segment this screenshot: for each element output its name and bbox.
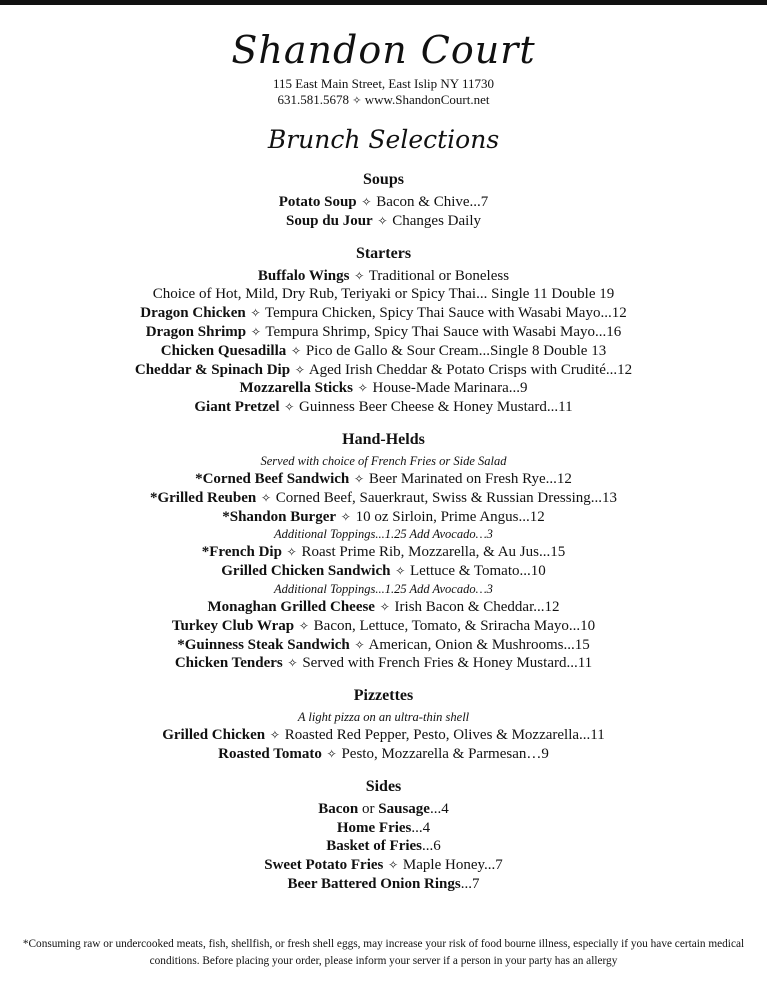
soups-section [0, 169, 767, 231]
item-desc: Irish Bacon & Cheddar...12 [394, 598, 560, 615]
separator-icon: ✧ [298, 618, 309, 633]
separator-icon: ✧ [291, 343, 302, 358]
separator-icon: ✧ [269, 728, 280, 743]
item-desc: Pesto, Mozzarella & Parmesan…9 [341, 745, 549, 762]
contact-line [0, 92, 767, 109]
item-name: Grilled Chicken Sandwich [221, 563, 391, 580]
item-name: *French Dip [201, 544, 282, 561]
separator-icon: ✧ [250, 306, 261, 321]
item-desc: Changes Daily [392, 212, 481, 229]
item-price: ...7 [460, 875, 480, 892]
menu-item [0, 837, 767, 856]
item-desc: Aged Irish Cheddar & Potato Crisps with Crudité...12 [308, 361, 633, 378]
separator-icon: ✧ [287, 656, 298, 671]
menu-item [0, 745, 767, 764]
menu-item [0, 875, 767, 894]
item-name: Home Fries [336, 819, 412, 836]
section-note: Served with choice of French Fries or Side Salad [260, 453, 507, 468]
item-name: Dragon Shrimp [145, 323, 247, 340]
menu-item [0, 726, 767, 745]
item-desc: American, Onion & Mushrooms...15 [368, 636, 590, 653]
allergy-disclaimer [20, 936, 747, 970]
menu-item [0, 304, 767, 323]
separator-icon: ✧ [284, 400, 295, 415]
section-note: A light pizza on an ultra-thin shell [297, 710, 470, 725]
menu-item [0, 342, 767, 361]
item-desc: Beer Marinated on Fresh Rye...12 [368, 470, 572, 487]
separator-icon: ✧ [286, 545, 297, 560]
menu-item [0, 267, 767, 286]
item-desc: Bacon & Chive...7 [376, 194, 489, 210]
item-name: Roasted Tomato [218, 745, 322, 762]
menu-item [0, 856, 767, 875]
item-name: Bacon [318, 800, 359, 817]
wings-options: Choice of Hot, Mild, Dry Rub, Teriyaki or Spicy Thai... Single 11 Double 19 [152, 286, 615, 303]
item-name: *Corned Beef Sandwich [195, 470, 350, 487]
menu-item [0, 543, 767, 562]
restaurant-name: Shandon Court [231, 28, 536, 72]
item-name: Basket of Fries [326, 838, 423, 855]
section-title: Hand-Helds [342, 430, 425, 448]
item-desc: Pico de Gallo & Sour Cream...Single 8 Double 13 [305, 342, 607, 359]
item-price: ...4 [429, 800, 449, 817]
menu-item [0, 212, 767, 231]
item-name: Grilled Chicken [162, 727, 266, 744]
item-price: ...4 [411, 819, 431, 836]
item-name: Dragon Chicken [140, 305, 246, 322]
top-border [0, 0, 767, 5]
item-name: *Guinness Steak Sandwich [177, 636, 350, 653]
separator-icon: ✧ [354, 471, 365, 486]
item-name: *Shandon Burger [222, 508, 337, 525]
separator-icon: ✧ [260, 490, 272, 505]
separator-icon: ✧ [377, 213, 388, 228]
toppings-note: Additional Toppings...1.25 Add Avocado…3 [274, 581, 493, 596]
separator-icon: ✧ [361, 195, 372, 209]
item-desc: Roasted Red Pepper, Pesto, Olives & Mozzarella...11 [284, 727, 605, 744]
handhelds-section [0, 429, 767, 673]
separator-icon: ✧ [395, 564, 406, 579]
separator-icon: ✧ [354, 637, 365, 652]
menu-item [0, 470, 767, 489]
menu-item [0, 508, 767, 527]
section-title: Sides [365, 777, 402, 795]
item-desc: Roast Prime Rib, Mozzarella, & Au Jus...15 [301, 544, 566, 561]
menu-item [0, 323, 767, 342]
section-title: Pizzettes [353, 687, 414, 705]
item-name: Buffalo Wings [257, 267, 350, 284]
section-title: Starters [355, 244, 412, 262]
item-name: Sausage [378, 800, 430, 817]
separator-icon: ✧ [388, 858, 399, 873]
item-desc: Tempura Chicken, Spicy Thai Sauce with Wasabi Mayo...12 [265, 305, 627, 322]
item-name: Cheddar & Spinach Dip [134, 361, 291, 378]
menu-subtitle: Brunch Selections [267, 125, 500, 154]
menu-item [0, 800, 767, 819]
item-name: Sweet Potato Fries [264, 857, 384, 874]
item-name: Chicken Tenders [174, 655, 283, 672]
item-price: ...6 [422, 838, 441, 855]
menu-page [0, 20, 767, 894]
item-name: Turkey Club Wrap [171, 617, 295, 634]
item-name: Mozzarella Sticks [239, 380, 353, 397]
menu-item [0, 361, 767, 380]
item-name: Soup du Jour [285, 212, 373, 229]
menu-item [0, 489, 767, 508]
item-name: *Grilled Reuben [149, 489, 257, 506]
item-desc: Served with French Fries & Honey Mustard...11 [302, 655, 593, 672]
menu-item [0, 819, 767, 838]
menu-item [0, 598, 767, 617]
disclaimer-line: conditions. Before placing your order, please inform your server if a person in your party has an allergy [149, 955, 618, 967]
separator-icon: ✧ [326, 746, 337, 761]
item-desc: Lettuce & Tomato...10 [410, 563, 546, 580]
pizzettes-section [0, 685, 767, 764]
item-name: Chicken Quesadilla [160, 342, 287, 359]
item-name: Beer Battered Onion Rings [287, 875, 461, 892]
item-conj: or [362, 800, 375, 817]
item-desc: Maple Honey...7 [402, 857, 503, 874]
item-desc: Tempura Shrimp, Spicy Thai Sauce with Wasabi Mayo...16 [265, 323, 622, 340]
toppings-note: Additional Toppings...1.25 Add Avocado…3 [274, 527, 493, 542]
separator-icon: ✧ [294, 362, 305, 377]
disclaimer-line: *Consuming raw or undercooked meats, fish, shellfish, or fresh shell eggs, may increase your risk of food bourne illness, especially if you have certain medical [22, 938, 745, 950]
menu-item [0, 398, 767, 417]
separator-icon: ✧ [340, 509, 351, 524]
menu-item [0, 654, 767, 673]
phone: 631.581.5678 [277, 92, 349, 107]
menu-item [0, 617, 767, 636]
starters-section [0, 243, 767, 417]
item-desc: Traditional or Boneless [368, 267, 510, 284]
menu-item [0, 193, 767, 212]
separator-icon: ✧ [250, 324, 261, 339]
item-desc: House-Made Marinara...9 [372, 380, 528, 397]
menu-item [0, 562, 767, 581]
item-name: Giant Pretzel [194, 399, 280, 416]
separator-icon: ✧ [354, 268, 365, 283]
separator-icon: ✧ [357, 381, 368, 396]
item-desc: Guinness Beer Cheese & Honey Mustard...11 [299, 399, 573, 416]
item-desc: Corned Beef, Sauerkraut, Swiss & Russian Dressing...13 [275, 489, 618, 506]
item-name: Monaghan Grilled Cheese [207, 598, 375, 615]
section-title: Soups [363, 171, 404, 188]
item-desc: 10 oz Sirloin, Prime Angus...12 [355, 508, 545, 525]
separator-icon: ✧ [352, 95, 362, 107]
address: 115 East Main Street, East Islip NY 11730 [273, 76, 494, 91]
menu-item [0, 379, 767, 398]
item-name: Potato Soup [278, 194, 357, 210]
menu-item [0, 636, 767, 655]
item-desc: Bacon, Lettuce, Tomato, & Sriracha Mayo...10 [313, 617, 596, 634]
sides-section [0, 776, 767, 894]
separator-icon: ✧ [379, 599, 390, 614]
website-link[interactable]: www.ShandonCourt.net [364, 92, 490, 107]
